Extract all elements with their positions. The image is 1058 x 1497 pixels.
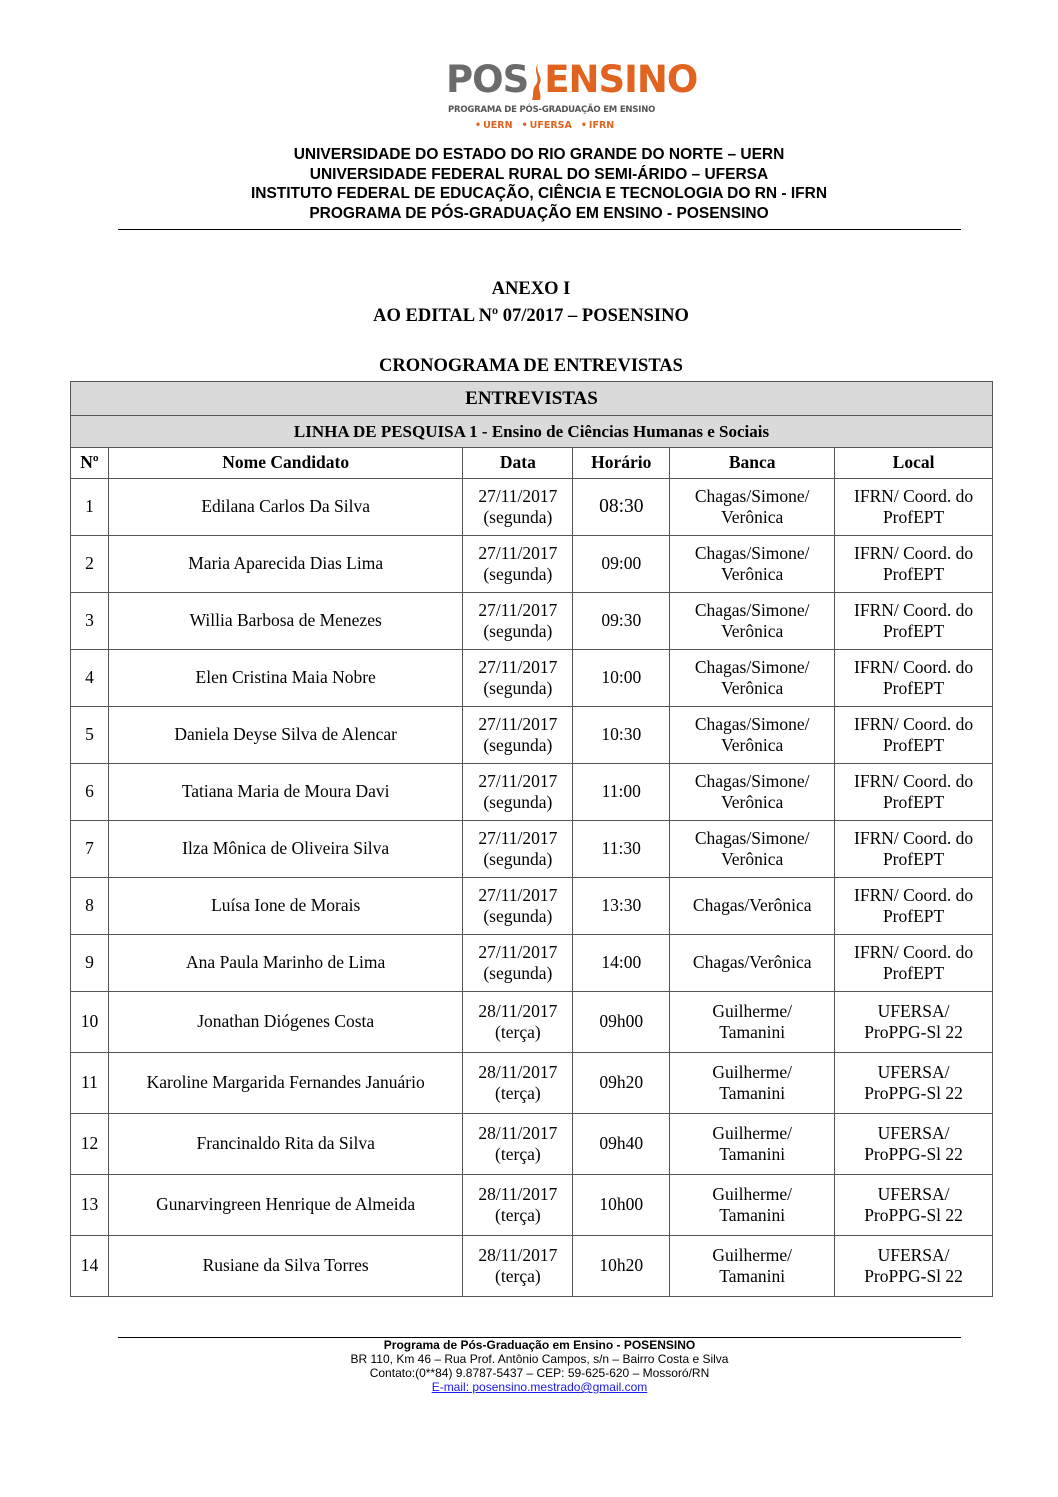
cell-place	[835, 1114, 993, 1175]
cell-name: Willia Barbosa de Menezes	[108, 593, 462, 650]
cell-time: 09h00	[573, 992, 670, 1053]
cell-num: 13	[71, 1175, 109, 1236]
cell-panel-line: Verônica	[721, 564, 784, 584]
cell-time: 09h40	[573, 1114, 670, 1175]
cell-panel: Chagas/Verônica	[670, 878, 835, 935]
cell-date-value: 27/11/2017	[478, 599, 558, 620]
cell-name: Francinaldo Rita da Silva	[108, 1114, 462, 1175]
cell-time: 09:30	[573, 593, 670, 650]
cell-num: 3	[71, 593, 109, 650]
cell-date	[463, 650, 573, 707]
cell-place	[835, 935, 993, 992]
cell-place-line: UFERSA/	[877, 1122, 950, 1143]
cell-place-line: IFRN/ Coord. do	[854, 884, 974, 905]
logo-institution: • UERN	[475, 120, 513, 131]
cell-panel	[670, 992, 835, 1053]
column-header-time: Horário	[573, 448, 670, 479]
cell-date	[463, 821, 573, 878]
cell-date	[463, 1053, 573, 1114]
column-header-panel: Banca	[670, 448, 835, 479]
cell-name: Ana Paula Marinho de Lima	[108, 935, 462, 992]
cell-panel-line: Chagas/Simone/	[694, 656, 810, 677]
cell-date-value: 28/11/2017	[478, 1000, 558, 1021]
table-row	[71, 1236, 993, 1297]
table-row	[71, 1175, 993, 1236]
cell-place-line: IFRN/ Coord. do	[854, 485, 974, 506]
cell-panel-line: Chagas/Simone/	[694, 485, 810, 506]
cell-place-line: ProfEPT	[882, 507, 945, 527]
cell-weekday: (segunda)	[483, 564, 553, 584]
cell-date-value: 28/11/2017	[478, 1183, 558, 1204]
cell-time: 10:00	[573, 650, 670, 707]
edict-title: AO EDITAL Nº 07/2017 – POSENSINO	[373, 306, 689, 326]
cell-panel-line: Tamanini	[719, 1266, 786, 1286]
cell-place-line: ProPPG-Sl 22	[864, 1022, 963, 1042]
cell-name: Gunarvingreen Henrique de Almeida	[108, 1175, 462, 1236]
cell-num: 7	[71, 821, 109, 878]
column-header-num: Nº	[71, 448, 109, 479]
posensino-logo	[430, 58, 698, 140]
cell-name: Ilza Mônica de Oliveira Silva	[108, 821, 462, 878]
table-row	[71, 479, 993, 536]
cell-place-line: ProfEPT	[882, 849, 945, 869]
cell-place-line: ProfEPT	[882, 678, 945, 698]
cell-place-line: ProPPG-Sl 22	[864, 1205, 963, 1225]
logo-institution: • UFERSA	[522, 120, 572, 131]
cell-num: 2	[71, 536, 109, 593]
cell-name: Karoline Margarida Fernandes Januário	[108, 1053, 462, 1114]
cell-num: 1	[71, 479, 109, 536]
cell-panel-line: Chagas/Simone/	[694, 542, 810, 563]
table-row	[71, 764, 993, 821]
annex-title: ANEXO I	[491, 279, 571, 299]
logo-brand-left: POS	[446, 58, 529, 101]
cell-place-line: ProfEPT	[882, 564, 945, 584]
cell-date	[463, 1236, 573, 1297]
cell-place	[835, 536, 993, 593]
table-row	[71, 821, 993, 878]
cell-place	[835, 878, 993, 935]
cell-date	[463, 707, 573, 764]
cell-date-value: 27/11/2017	[478, 485, 558, 506]
cell-place-line: UFERSA/	[877, 1000, 950, 1021]
cell-num: 5	[71, 707, 109, 764]
cell-name: Luísa Ione de Morais	[108, 878, 462, 935]
column-header-place: Local	[835, 448, 993, 479]
cell-date-value: 27/11/2017	[478, 941, 558, 962]
cell-place-line: IFRN/ Coord. do	[854, 542, 974, 563]
table-row	[71, 1053, 993, 1114]
cell-panel-line: Guilherme/	[712, 1244, 793, 1265]
cell-date	[463, 1114, 573, 1175]
cell-panel-line: Guilherme/	[712, 1000, 793, 1021]
cell-date	[463, 593, 573, 650]
cell-date-value: 28/11/2017	[478, 1122, 558, 1143]
institution-line: PROGRAMA DE PÓS-GRADUAÇÃO EM ENSINO - POSENSINO	[309, 204, 769, 222]
cell-num: 11	[71, 1053, 109, 1114]
cell-place	[835, 707, 993, 764]
cell-weekday: (segunda)	[483, 678, 553, 698]
cell-date	[463, 992, 573, 1053]
cell-panel	[670, 650, 835, 707]
cell-place-line: ProfEPT	[882, 906, 945, 926]
institution-header	[118, 145, 960, 223]
cell-num: 14	[71, 1236, 109, 1297]
institution-line: UNIVERSIDADE FEDERAL RURAL DO SEMI-ÁRIDO – UFERSA	[309, 165, 769, 183]
cell-panel-line: Verônica	[721, 849, 784, 869]
cell-time: 10h20	[573, 1236, 670, 1297]
table-row	[71, 536, 993, 593]
cell-panel	[670, 1175, 835, 1236]
cell-panel-line: Verônica	[721, 507, 784, 527]
cell-weekday: (segunda)	[483, 906, 553, 926]
cell-panel	[670, 707, 835, 764]
cell-panel-line: Tamanini	[719, 1205, 786, 1225]
cell-weekday: (segunda)	[483, 621, 553, 641]
cell-place-line: IFRN/ Coord. do	[854, 941, 974, 962]
cell-date	[463, 479, 573, 536]
cell-weekday: (segunda)	[483, 963, 553, 983]
cell-panel-line: Guilherme/	[712, 1183, 793, 1204]
cell-place-line: UFERSA/	[877, 1183, 950, 1204]
cell-panel-line: Tamanini	[719, 1144, 786, 1164]
column-header-row	[71, 448, 993, 479]
table-row	[71, 650, 993, 707]
cell-place-line: IFRN/ Coord. do	[854, 599, 974, 620]
logo-wordmark	[446, 58, 697, 102]
footer-contact: Contato:(0**84) 9.8787-5437 – CEP: 59-625-620 – Mossoró/RN	[369, 1366, 710, 1380]
cell-weekday: (terça)	[495, 1083, 541, 1103]
cell-name: Jonathan Diógenes Costa	[108, 992, 462, 1053]
cell-time: 09:00	[573, 536, 670, 593]
cell-weekday: (terça)	[495, 1144, 541, 1164]
column-header-date: Data	[463, 448, 573, 479]
cell-place	[835, 479, 993, 536]
cell-place-line: ProfEPT	[882, 621, 945, 641]
cell-place	[835, 593, 993, 650]
cell-place-line: ProfEPT	[882, 792, 945, 812]
cell-time: 10:30	[573, 707, 670, 764]
cell-date-value: 27/11/2017	[478, 713, 558, 734]
footer-email-link[interactable]: E-mail: posensino.mestrado@gmail.com	[431, 1380, 648, 1394]
cell-time: 11:30	[573, 821, 670, 878]
cell-place	[835, 821, 993, 878]
cell-panel-line: Chagas/Simone/	[694, 713, 810, 734]
cell-panel-line: Guilherme/	[712, 1061, 793, 1082]
cell-panel: Chagas/Verônica	[670, 935, 835, 992]
cell-panel	[670, 764, 835, 821]
research-line-row	[71, 416, 993, 448]
table-row	[71, 935, 993, 992]
cell-weekday: (segunda)	[483, 849, 553, 869]
cell-date	[463, 536, 573, 593]
cell-panel	[670, 1114, 835, 1175]
cell-place-line: UFERSA/	[877, 1061, 950, 1082]
cell-num: 8	[71, 878, 109, 935]
cell-place	[835, 764, 993, 821]
cell-time: 13:30	[573, 878, 670, 935]
cell-place	[835, 650, 993, 707]
table-row	[71, 992, 993, 1053]
table-row	[71, 878, 993, 935]
cell-date	[463, 1175, 573, 1236]
cell-place-line: UFERSA/	[877, 1244, 950, 1265]
section-header-row	[71, 382, 993, 416]
cell-place	[835, 1175, 993, 1236]
cell-name: Elen Cristina Maia Nobre	[108, 650, 462, 707]
cell-time: 14:00	[573, 935, 670, 992]
cell-time: 10h00	[573, 1175, 670, 1236]
cell-num: 4	[71, 650, 109, 707]
column-header-name: Nome Candidato	[108, 448, 462, 479]
table-row	[71, 593, 993, 650]
cell-place-line: IFRN/ Coord. do	[854, 713, 974, 734]
cell-weekday: (terça)	[495, 1205, 541, 1225]
cell-date-value: 27/11/2017	[478, 542, 558, 563]
cell-panel-line: Verônica	[721, 621, 784, 641]
cell-panel-line: Chagas/Simone/	[694, 827, 810, 848]
cell-panel	[670, 1053, 835, 1114]
cell-date	[463, 878, 573, 935]
cell-time: 08:30	[573, 479, 670, 536]
table-row	[71, 1114, 993, 1175]
cell-place	[835, 1053, 993, 1114]
cell-num: 9	[71, 935, 109, 992]
schedule-title: CRONOGRAMA DE ENTREVISTAS	[379, 356, 683, 376]
footer-program: Programa de Pós-Graduação em Ensino - POSENSINO	[383, 1338, 696, 1352]
header-divider	[118, 229, 961, 230]
table-row	[71, 707, 993, 764]
cell-place-line: IFRN/ Coord. do	[854, 827, 974, 848]
cell-date-value: 28/11/2017	[478, 1244, 558, 1265]
cell-panel-line: Chagas/Simone/	[694, 770, 810, 791]
cell-name: Tatiana Maria de Moura Davi	[108, 764, 462, 821]
cell-panel-line: Verônica	[721, 792, 784, 812]
page-footer	[118, 1338, 961, 1394]
cell-place-line: ProPPG-Sl 22	[864, 1266, 963, 1286]
cell-weekday: (segunda)	[483, 735, 553, 755]
cell-num: 12	[71, 1114, 109, 1175]
cell-place	[835, 992, 993, 1053]
cell-panel	[670, 1236, 835, 1297]
flame-icon	[529, 62, 543, 102]
cell-weekday: (terça)	[495, 1266, 541, 1286]
cell-panel-line: Verônica	[721, 735, 784, 755]
cell-weekday: (segunda)	[483, 792, 553, 812]
cell-panel-line: Guilherme/	[712, 1122, 793, 1143]
footer-address: BR 110, Km 46 – Rua Prof. Antônio Campos, s/n – Bairro Costa e Silva	[350, 1352, 729, 1366]
cell-panel	[670, 479, 835, 536]
cell-name: Maria Aparecida Dias Lima	[108, 536, 462, 593]
cell-weekday: (segunda)	[483, 507, 553, 527]
cell-place-line: ProfEPT	[882, 735, 945, 755]
logo-institutions	[475, 120, 614, 131]
cell-panel	[670, 593, 835, 650]
cell-date-value: 27/11/2017	[478, 770, 558, 791]
institution-line: INSTITUTO FEDERAL DE EDUCAÇÃO, CIÊNCIA E TECNOLOGIA DO RN - IFRN	[250, 185, 828, 202]
cell-time: 09h20	[573, 1053, 670, 1114]
cell-panel-line: Tamanini	[719, 1022, 786, 1042]
cell-panel-line: Verônica	[721, 678, 784, 698]
research-line-title: LINHA DE PESQUISA 1 - Ensino de Ciências Humanas e Sociais	[71, 416, 993, 448]
cell-place-line: ProPPG-Sl 22	[864, 1083, 963, 1103]
cell-panel	[670, 821, 835, 878]
cell-place-line: ProfEPT	[882, 963, 945, 983]
cell-place-line: ProPPG-Sl 22	[864, 1144, 963, 1164]
cell-place	[835, 1236, 993, 1297]
cell-num: 10	[71, 992, 109, 1053]
cell-date-value: 27/11/2017	[478, 656, 558, 677]
cell-name: Rusiane da Silva Torres	[108, 1236, 462, 1297]
cell-date-value: 27/11/2017	[478, 884, 558, 905]
cell-place-line: IFRN/ Coord. do	[854, 656, 974, 677]
cell-panel-line: Chagas/Simone/	[694, 599, 810, 620]
cell-date-value: 27/11/2017	[478, 827, 558, 848]
cell-date	[463, 764, 573, 821]
section-title: ENTREVISTAS	[71, 382, 993, 416]
logo-brand-right: ENSINO	[544, 58, 698, 101]
cell-time: 11:00	[573, 764, 670, 821]
cell-date-value: 28/11/2017	[478, 1061, 558, 1082]
logo-subtitle: PROGRAMA DE PÓS-GRADUAÇÃO EM ENSINO	[448, 105, 656, 115]
cell-date	[463, 935, 573, 992]
cell-name: Edilana Carlos Da Silva	[108, 479, 462, 536]
cell-weekday: (terça)	[495, 1022, 541, 1042]
cell-panel	[670, 536, 835, 593]
logo-institution: • IFRN	[581, 120, 614, 131]
cell-num: 6	[71, 764, 109, 821]
cell-place-line: IFRN/ Coord. do	[854, 770, 974, 791]
institution-line: UNIVERSIDADE DO ESTADO DO RIO GRANDE DO NORTE – UERN	[293, 146, 785, 163]
cell-name: Daniela Deyse Silva de Alencar	[108, 707, 462, 764]
interview-schedule-table	[70, 381, 993, 1297]
cell-panel-line: Tamanini	[719, 1083, 786, 1103]
